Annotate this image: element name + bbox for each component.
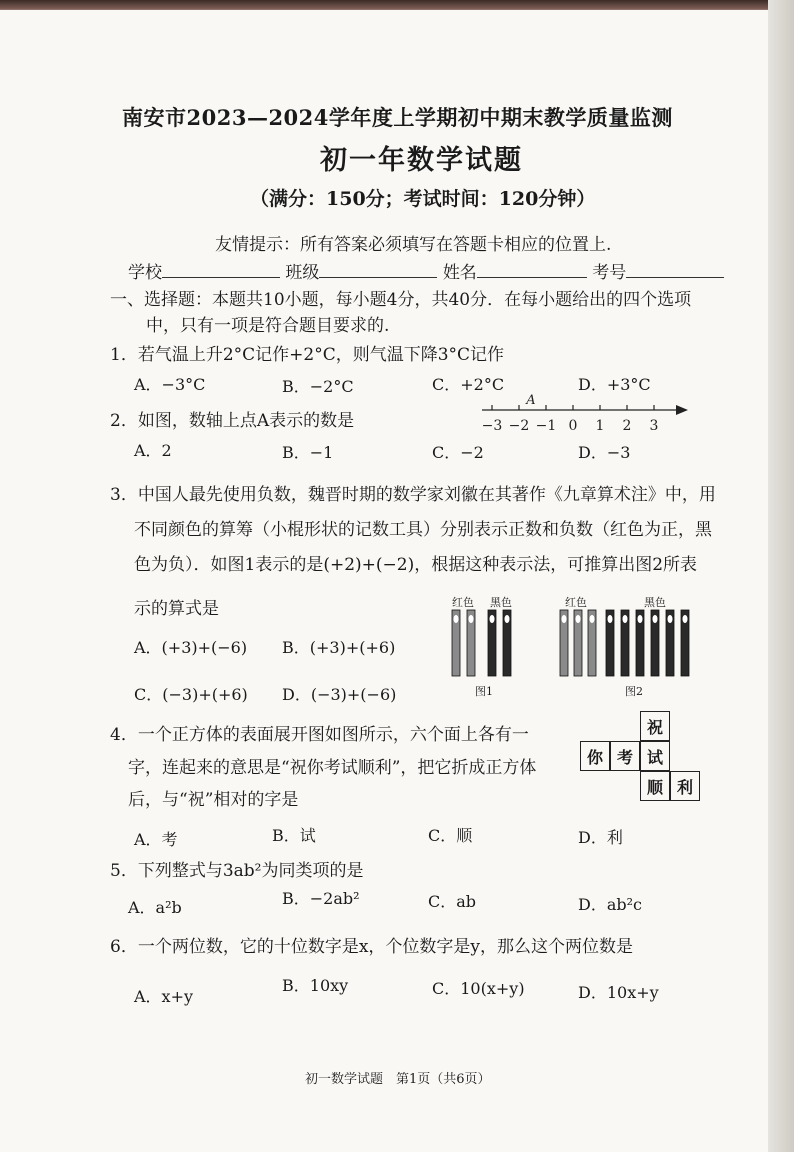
number-line-tick-label: −1 (535, 418, 557, 434)
black-rod (606, 610, 614, 676)
number-line-arrow (676, 405, 688, 415)
point-a-label: A (526, 393, 536, 408)
q3-line2: 不同颜色的算筹（小棍形状的记数工具）分别表示正数和负数（红色为正，黑 (134, 520, 712, 540)
exam-title: 南安市2023—2024学年度上学期初中期末教学质量监测 (122, 105, 673, 130)
black-rod (651, 610, 659, 676)
black-rod (503, 610, 511, 676)
q5-option-b: B．−2ab² (282, 889, 360, 908)
q3-option-a: A．(+3)+(−6) (134, 638, 248, 657)
q3-option-d: D．(−3)+(−6) (282, 685, 397, 704)
q1-stem: 1．若气温上升2°C记作+2°C，则气温下降3°C记作 (110, 345, 505, 365)
fig2-red-label: 红色 (565, 596, 587, 609)
q2-option-a: A．2 (134, 441, 172, 460)
q4-line1: 4．一个正方体的表面展开图如图所示，六个面上各有一 (110, 725, 529, 745)
number-line-tick-label: 2 (622, 418, 632, 434)
q3-option-b: B．(+3)+(+6) (282, 638, 396, 657)
exam-no-label: 考号 (592, 263, 627, 283)
figure-2-rods (556, 606, 706, 680)
q1-option-a: A．−3°C (134, 375, 206, 394)
red-rod (467, 610, 475, 676)
net-cell-shun: 顺 (640, 771, 670, 801)
black-rod (636, 610, 644, 676)
score-time: （满分：150分；考试时间：120分钟） (250, 188, 596, 210)
red-rod (452, 610, 460, 676)
q6-option-b: B．10xy (282, 976, 349, 995)
exam-subtitle: 初一年数学试题 (320, 145, 523, 176)
number-line-tick-label: −2 (508, 418, 530, 434)
info-fields (128, 258, 724, 283)
black-rod (666, 610, 674, 676)
red-rod (560, 610, 568, 676)
name-blank (477, 261, 587, 278)
number-line (478, 390, 693, 442)
q2-stem: 2．如图，数轴上点A表示的数是 (110, 411, 355, 431)
q5-stem: 5．下列整式与3ab²为同类项的是 (110, 861, 364, 881)
q3-option-c: C．(−3)+(+6) (134, 685, 248, 704)
q3-line1: 3．中国人最先使用负数，魏晋时期的数学家刘徽在其著作《九章算术注》中，用 (110, 485, 716, 505)
red-rod (574, 610, 582, 676)
class-label: 班级 (285, 263, 320, 283)
number-line-tick-label: 3 (649, 418, 659, 434)
net-cell-kao: 考 (610, 741, 640, 771)
q4-option-b: B．试 (272, 826, 316, 845)
class-blank (319, 261, 437, 278)
black-rod (488, 610, 496, 676)
exam-paper (0, 10, 770, 1152)
q5-option-d: D．ab²c (578, 895, 642, 914)
number-line-tick-label: 1 (595, 418, 605, 434)
photo-right-edge (768, 0, 794, 1152)
q1-option-c: C．+2°C (432, 375, 505, 394)
q4-option-a: A．考 (134, 830, 178, 849)
q3-line3: 色为负）．如图1表示的是(+2)+(−2)，根据这种表示法，可推算出图2所表 (134, 555, 698, 575)
red-rod (588, 610, 596, 676)
q4-line2: 字，连起来的意思是“祝你考试顺利”，把它折成正方体 (128, 758, 537, 778)
q1-option-d: D．+3°C (578, 375, 651, 394)
fig2-black-label: 黑色 (644, 596, 666, 609)
figure-1-rods (448, 606, 518, 680)
q2-option-c: C．−2 (432, 443, 484, 462)
school-blank (162, 261, 280, 278)
net-cell-zhu: 祝 (640, 711, 670, 741)
fig2-caption: 图2 (625, 685, 643, 698)
q6-option-a: A．x+y (134, 987, 194, 1006)
q2-option-d: D．−3 (578, 443, 631, 462)
fig1-black-label: 黑色 (490, 596, 512, 609)
q5-option-a: A．a²b (128, 898, 182, 917)
fig1-red-label: 红色 (452, 596, 474, 609)
tip-text: 友情提示：所有答案必须填写在答题卡相应的位置上. (215, 235, 612, 255)
q4-option-c: C．顺 (428, 826, 473, 845)
q2-option-b: B．−1 (282, 443, 334, 462)
q6-option-c: C．10(x+y) (432, 979, 525, 998)
fig1-caption: 图1 (475, 685, 493, 698)
q6-stem: 6．一个两位数，它的十位数字是x，个位数字是y，那么这个两位数是 (110, 937, 634, 957)
name-label: 姓名 (442, 263, 477, 283)
page-footer: 初一数学试题 第1页（共6页） (305, 1072, 491, 1087)
net-cell-li: 利 (670, 771, 700, 801)
net-cell-shi: 试 (640, 741, 670, 771)
q6-option-d: D．10x+y (578, 983, 659, 1002)
black-rod (681, 610, 689, 676)
q5-option-c: C．ab (428, 892, 477, 911)
number-line-tick-label: −3 (481, 418, 503, 434)
q4-line3: 后，与“祝”相对的字是 (128, 790, 299, 810)
school-label: 学校 (128, 263, 162, 283)
cube-net (580, 703, 710, 813)
q1-option-b: B．−2°C (282, 377, 354, 396)
black-rod (621, 610, 629, 676)
q4-option-d: D．利 (578, 828, 623, 847)
q3-line4: 示的算式是 (134, 599, 219, 619)
section1-line1: 一、选择题：本题共10小题，每小题4分，共40分．在每小题给出的四个选项 (110, 290, 692, 310)
net-cell-ni: 你 (580, 741, 610, 771)
number-line-tick-label: 0 (568, 418, 578, 434)
section1-line2: 中，只有一项是符合题目要求的. (146, 316, 390, 336)
exam-no-blank (626, 261, 724, 278)
